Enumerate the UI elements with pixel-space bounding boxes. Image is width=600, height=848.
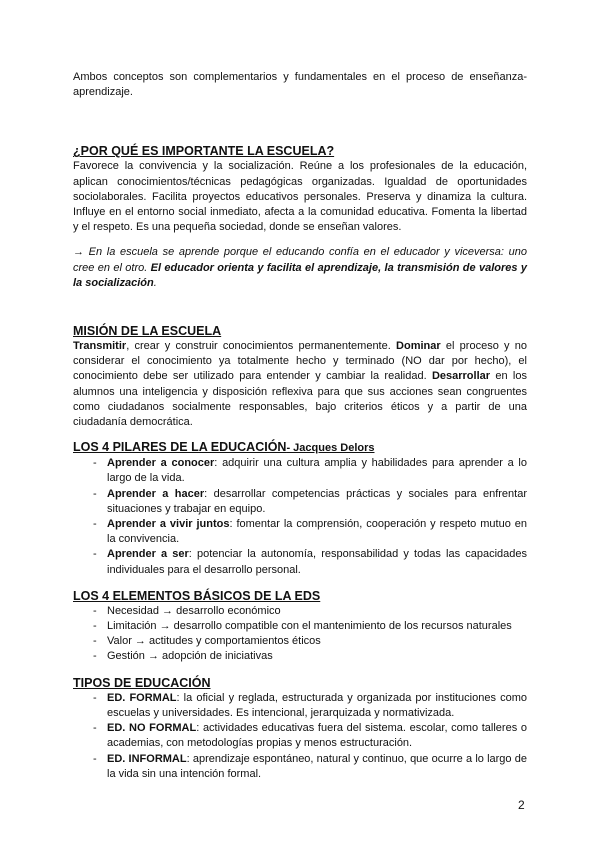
list-item: - Gestión → adopción de iniciativas [93,649,527,664]
section-heading: TIPOS DE EDUCACIÓN [73,675,211,690]
section-heading: ¿POR QUÉ ES IMPORTANTE LA ESCUELA? [73,144,335,159]
section-tipos-educacion [73,675,527,782]
item-term: Aprender a hacer [107,487,205,500]
arrow-text: → En la escuela se aprende porque el educando confía en el educador y viceversa: uno cree en el otro. [73,246,527,274]
item-term: ED. NO FORMAL [107,722,197,735]
arrow-paragraph [73,245,527,291]
list-item [93,456,527,486]
item-term: Aprender a conocer [107,457,215,470]
section-heading: LOS 4 ELEMENTOS BÁSICOS DE LA EDS [73,588,321,603]
body-text: , crear y construir conocimientos permanentemente. [126,340,397,353]
section-importancia-escuela [73,143,527,235]
list-item [93,547,527,577]
item-term: Aprender a ser [107,548,189,561]
page-number: 2 [518,798,525,812]
section-elementos-eds [73,588,527,665]
item-text: : actividades educativas fuera del sistema. escolar, como talleres o academias, con metodologías propias y menos estructuración. [107,722,527,750]
heading-author: - Jacques Delors [286,442,375,455]
section-body [73,339,527,430]
section-heading [73,439,527,456]
item-text: : adquirir una cultura amplia y habilidades para aprender a lo largo de la vida. [107,457,527,485]
intro-paragraph: Ambos conceptos son complementarios y fundamentales en el proceso de enseñanza-aprendizaje. [73,71,527,99]
list-item [93,517,527,547]
item-term: Aprender a vivir juntos [107,518,230,531]
item-text: : potenciar la autonomía, responsabilidad y todas las capacidades individuales para el desarrollo personal. [107,548,527,576]
section-mision-escuela [73,323,527,430]
elementos-list [73,604,527,665]
list-item: - Necesidad → desarrollo económico [93,604,527,619]
list-item: - Valor → actitudes y comportamientos éticos [93,634,527,649]
list-item: - Limitación → desarrollo compatible con el mantenimiento de los recursos naturales [93,619,527,634]
section-heading: MISIÓN DE LA ESCUELA [73,324,222,339]
arrow-bold-text: El educador orienta y facilita el aprendizaje, la transmisión de valores y la socialización [73,261,527,289]
list-item [93,721,527,751]
section-pilares-educacion [73,439,527,578]
item-term: ED. INFORMAL [107,752,187,765]
pilares-list [73,456,527,578]
bold-term: Transmitir [73,340,127,353]
list-item [93,487,527,517]
heading-text: LOS 4 PILARES DE LA EDUCACIÓN [73,440,287,455]
section-body: Favorece la convivencia y la socialización. Reúne a los profesionales de la educación, aplican conocimientos/técnicas pedagógicas organizadas. Igualdad de oportunidades sociolaborales. Facilita proyectos educativos personales. Preserva y dinamiza la cultura. Influye en el entorno social inmediato, afecta a la comunidad educativa. Fomenta la libertad y el respeto. Es una pequeña sociedad, donde se enseñan valores. [73,160,527,234]
list-item [93,691,527,721]
item-text: : la oficial y reglada, estructurada y organizada por instituciones como escuelas y universidades. Es intencional, jerarquizada y normativizada. [107,691,527,719]
arrow-end: . [153,276,157,289]
item-text: : aprendizaje espontáneo, natural y continuo, que ocurre a lo largo de la vida sin una intención formal. [107,752,527,780]
bold-term: Desarrollar [431,370,491,383]
body-text: en los alumnos una inteligencia y disposición reflexiva para que sus acciones sean congruentes como ciudadanos socialmente responsables, bajo criterios éticos y a partir de una ciudadanía democrática. [73,370,527,429]
list-item [93,752,527,782]
item-text: : fomentar la comprensión, cooperación y respeto mutuo en la convivencia. [107,518,527,546]
body-text: el proceso y no considerar el conocimiento ya totalmente hecho y terminado (NO dar por hecho), el conocimiento debe ser utilizado para entender y cambiar la realidad. [73,340,528,383]
tipos-list [73,691,527,782]
item-text: : desarrollar competencias prácticas y sociales para enfrentar situaciones y trabajar en equipo. [107,487,527,515]
page-content [73,70,527,782]
item-term: ED. FORMAL [107,691,177,704]
bold-term: Dominar [396,340,441,353]
